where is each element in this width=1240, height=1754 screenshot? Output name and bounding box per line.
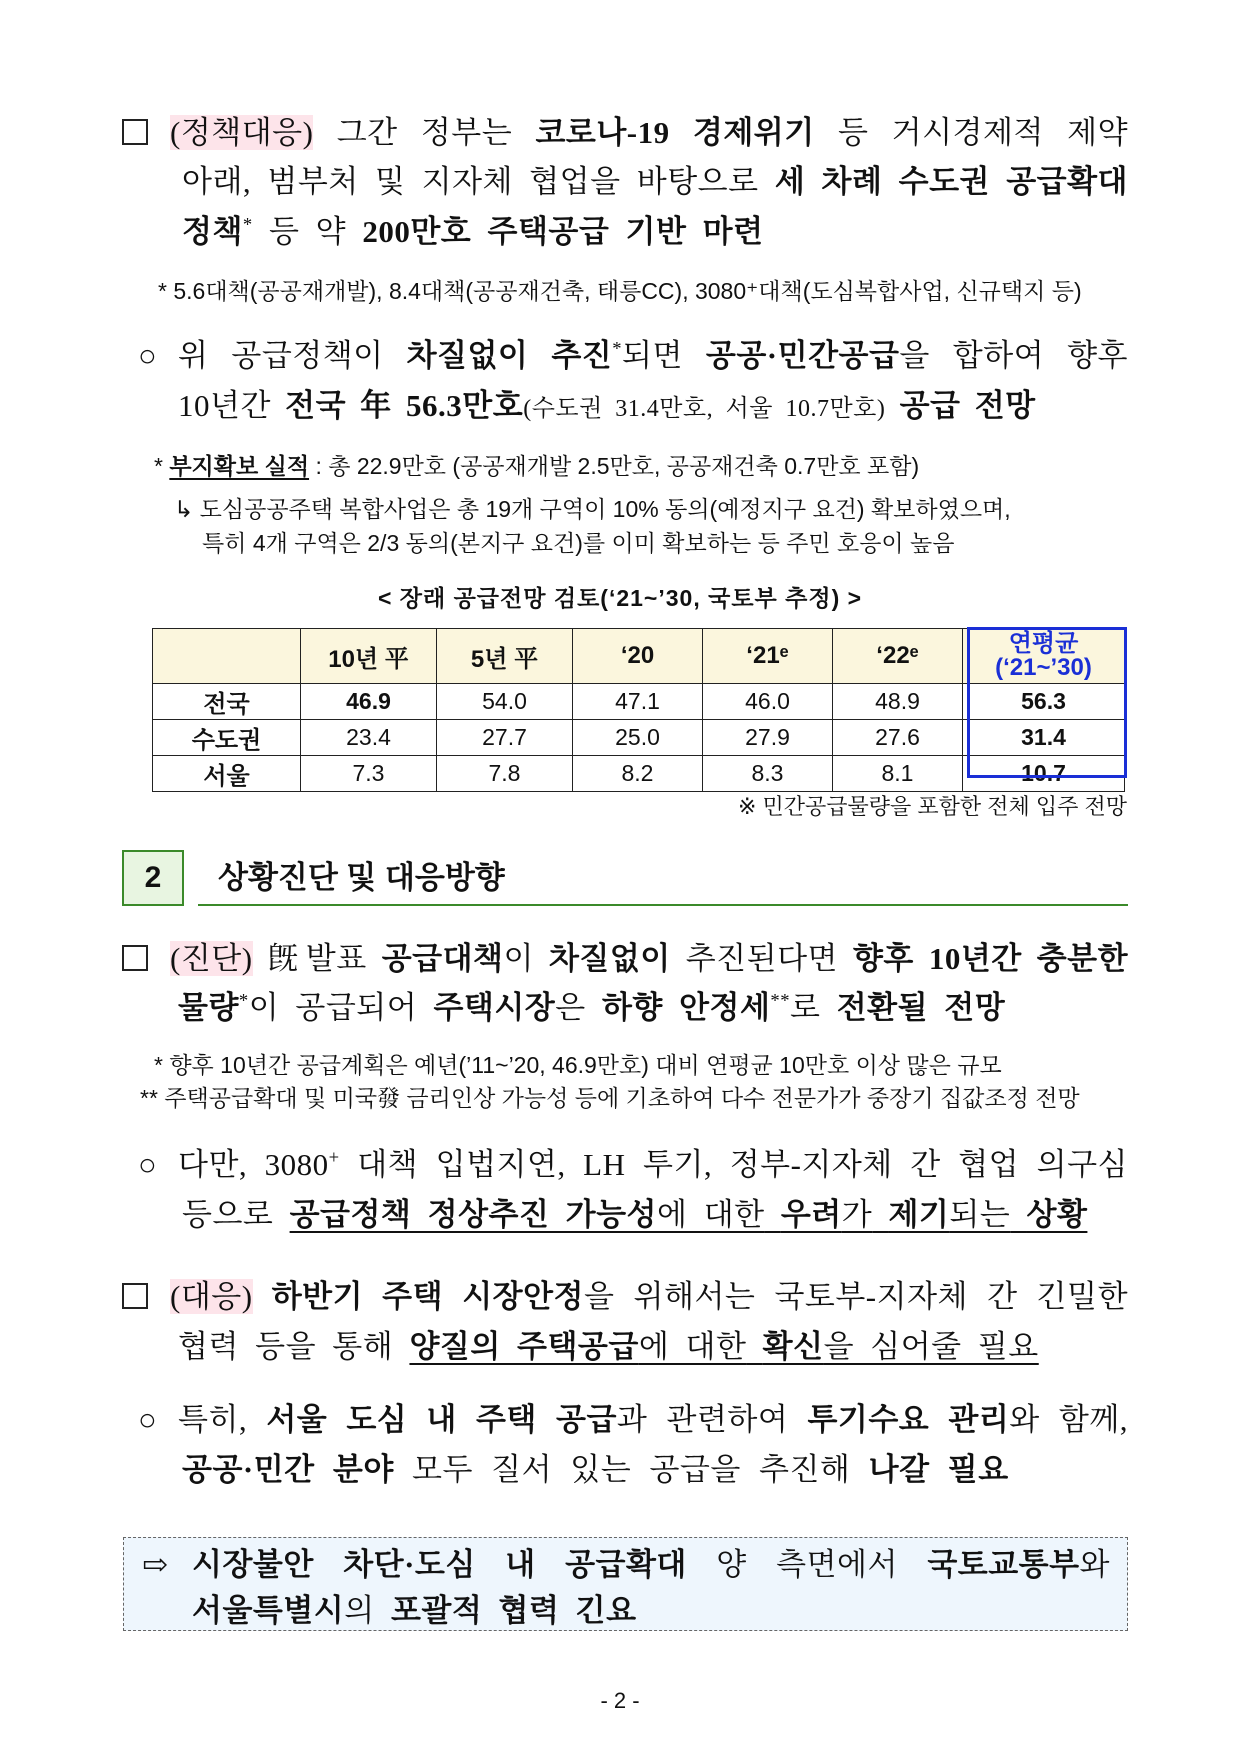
para3-line1 (122, 1277, 1128, 1317)
table-header-sublabel: (‘21~’30) (995, 654, 1092, 681)
callout-emph: 포괄적 협력 긴요 (390, 1593, 637, 1628)
table-header-cell: 5년 平 (437, 629, 573, 684)
callout-text: 양 측면에서 (716, 1547, 898, 1582)
bullet3-text: 와 함께, (1009, 1402, 1129, 1437)
bullet1-line1 (138, 336, 1128, 376)
bullet2-text: 에 대한 (657, 1197, 765, 1232)
table-cell: 31.4 (963, 720, 1125, 756)
para2-line2 (178, 988, 1005, 1028)
callout-line2 (192, 1591, 637, 1631)
para2-text: 이 공급되어 (248, 990, 418, 1025)
bullet2-text: 가 (841, 1197, 873, 1232)
note-label: 부지확보 실적 (169, 453, 310, 479)
table-row-label: 수도권 (153, 720, 301, 756)
bullet2-line2 (182, 1195, 1087, 1235)
para2-text: 추진된다면 (685, 941, 838, 976)
bullet1-emph: 공공·민간공급 (705, 338, 900, 373)
table-header-cell: ‘22ᵉ (833, 629, 963, 684)
callout-line1 (142, 1545, 1110, 1585)
bullet1-note3: 특히 4개 구역은 2/3 동의(본지구 요건)를 이미 확보하는 등 주민 호응이 높음 (202, 530, 955, 556)
table-header-cell (153, 629, 301, 684)
para1-emph: 정책 (182, 214, 243, 249)
para3-emph: 주택 시장안정 (382, 1279, 584, 1314)
table-cell: 27.6 (833, 720, 963, 756)
table-row-label: 전국 (153, 684, 301, 720)
checkbox-square-icon (122, 119, 148, 145)
bullet1-emph: 공급 전망 (899, 388, 1036, 423)
table-row-label: 서울 (153, 756, 301, 792)
supply-table (152, 628, 1125, 792)
para2-emph: 물량 (178, 990, 239, 1025)
bullet3-emph: 나갈 필요 (868, 1452, 1009, 1487)
table-caption: < 장래 공급전망 검토(‘21~’30, 국토부 추정) > (377, 585, 863, 611)
para1-text: 등 약 (268, 214, 347, 249)
bullet-circle-icon: ○ (138, 1402, 158, 1437)
checkbox-square-icon (122, 1283, 148, 1309)
para1-line1 (122, 113, 1128, 153)
para2-note2: ** 주택공급확대 및 미국發 금리인상 가능성 등에 기초하여 다수 전문가가 중장기 집값조정 전망 (140, 1085, 1080, 1111)
para1-emph: 코로나-19 경제위기 (535, 115, 815, 150)
bullet3-text: 특히, (178, 1402, 248, 1437)
callout-emph: 시장불안 차단·도심 내 공급확대 (192, 1547, 687, 1582)
bullet1-note2: ↳ 도심공공주택 복합사업은 총 19개 구역이 10% 동의(예정지구 요건) 확보하였으며, (174, 496, 1011, 522)
table-cell: 27.7 (437, 720, 573, 756)
bullet2-text: 다만, 3080 (178, 1147, 329, 1182)
bullet3-text: 모두 질서 있는 공급을 추진해 (412, 1452, 851, 1487)
para1-emph: 세 차례 수도권 공급확대 (774, 164, 1129, 199)
para2-emph: 전환될 전망 (836, 990, 1006, 1025)
para2-text: 은 (555, 990, 586, 1025)
table-header-label: 연평균 (1008, 630, 1079, 657)
para2-line1 (122, 939, 1128, 979)
para3-line2 (178, 1327, 1039, 1367)
bullet1-text: 10년간 (178, 388, 271, 423)
table-cell: 25.0 (573, 720, 703, 756)
bullet3-emph: 공공·민간 분야 (182, 1452, 394, 1487)
bullet3-line2 (182, 1450, 1009, 1490)
callout-emph: 국토교통부 (927, 1547, 1080, 1582)
table-row (153, 720, 1125, 756)
para1-line3 (182, 212, 764, 252)
table-row (153, 756, 1125, 792)
table-cell: 56.3 (963, 684, 1125, 720)
table-header-cell: ‘20 (573, 629, 703, 684)
para2-emph: 차질없이 (548, 941, 671, 976)
para2-text: 旣발표 (267, 941, 367, 976)
para2-emph: 주택시장 (433, 990, 556, 1025)
conclusion-callout (123, 1537, 1128, 1631)
para2-text: 로 (790, 990, 821, 1025)
bullet2-emph: 상황 (1026, 1197, 1088, 1232)
footnote-mark: * (242, 214, 253, 236)
table-cell: 8.1 (833, 756, 963, 792)
table-cell: 46.9 (301, 684, 437, 720)
bullet1-text: 되면 (622, 338, 683, 373)
table-header-row (153, 629, 1125, 684)
table-header-cell-annual-avg (963, 629, 1125, 684)
bullet2-emph: 제기 (888, 1197, 950, 1232)
section-title: 상황진단 및 대응방향 (218, 860, 505, 895)
para3-text: 에 대한 (638, 1329, 747, 1364)
table-cell: 23.4 (301, 720, 437, 756)
bullet2-line1 (138, 1145, 1128, 1185)
bullet2-emph: 우려 (780, 1197, 842, 1232)
bullet2-emph: 공급정책 정상추진 가능성 (289, 1197, 657, 1232)
checkbox-square-icon (122, 945, 148, 971)
section-divider (198, 904, 1128, 906)
bullet2-text: 되는 (949, 1197, 1011, 1232)
para1-line2 (182, 162, 1128, 202)
para3-text: 을 위해서는 국토부-지자체 간 긴밀한 (583, 1279, 1129, 1314)
bullet1-text: 위 공급정책이 (178, 338, 384, 373)
table-cell: 46.0 (703, 684, 833, 720)
footnote-mark: * (612, 338, 623, 360)
para1-text: 아래, 범부처 및 지자체 협업을 바탕으로 (182, 164, 759, 199)
callout-text: 의 (344, 1593, 375, 1628)
bullet-circle-icon: ○ (138, 338, 158, 373)
bullet3-emph: 투기수요 관리 (807, 1402, 1010, 1437)
para3-text: 협력 등을 통해 (178, 1329, 394, 1364)
bullet2-text: 등으로 (182, 1197, 274, 1232)
para1-note: * 5.6대책(공공재개발), 8.4대책(공공재건축, 태릉CC), 3080⁺대책(도심복합사업, 신규택지 등) (158, 278, 1082, 304)
table-footnote: ※ 민간공급물량을 포함한 전체 입주 전망 (737, 794, 1127, 819)
callout-emph: 서울특별시 (192, 1593, 345, 1628)
bullet3-line1 (138, 1400, 1128, 1440)
table-cell: 48.9 (833, 684, 963, 720)
table-cell: 8.3 (703, 756, 833, 792)
bullet1-note1 (154, 451, 919, 481)
para2-note1: * 향후 10년간 공급계획은 예년(’11~’20, 46.9만호) 대비 연평균 10만호 이상 많은 규모 (154, 1052, 1002, 1078)
para1-tag: (정책대응) (170, 115, 314, 150)
para2-emph: 향후 10년간 충분한 (852, 941, 1129, 976)
section-number: 2 (122, 850, 184, 906)
para3-emph: 양질의 주택공급 (409, 1329, 639, 1364)
callout-text: 와 (1079, 1547, 1110, 1582)
para2-emph: 하향 안정세 (601, 990, 771, 1025)
bullet1-sub: (수도권 31.4만호, 서울 10.7만호) (523, 396, 886, 422)
bullet2-text: 대책 입법지연, LH 투기, 정부-지자체 간 협업 의구심 (357, 1147, 1128, 1182)
table-row (153, 684, 1125, 720)
bullet-circle-icon: ○ (138, 1147, 158, 1182)
page-number: - 2 - (600, 1688, 640, 1713)
bullet1-emph: 차질없이 추진 (406, 338, 613, 373)
table-cell: 47.1 (573, 684, 703, 720)
footnote-mark: * (154, 453, 163, 479)
para2-text: 이 (503, 941, 534, 976)
table-cell: 54.0 (437, 684, 573, 720)
para3-emph: 하반기 (271, 1279, 364, 1314)
table-header-cell: ‘21ᵉ (703, 629, 833, 684)
bullet3-text: 과 관련하여 (616, 1402, 789, 1437)
table-cell: 7.8 (437, 756, 573, 792)
para1-emph: 200만호 주택공급 기반 마련 (362, 214, 764, 249)
table-cell: 8.2 (573, 756, 703, 792)
para2-emph: 공급대책 (381, 941, 504, 976)
para1-text: 등 거시경제적 제약 (837, 115, 1129, 150)
para3-emph: 확신 (762, 1329, 824, 1364)
note-text: : 총 22.9만호 (공공재개발 2.5만호, 공공재건축 0.7만호 포함) (315, 453, 920, 479)
footnote-mark: * (238, 990, 249, 1012)
para1-text: 그간 정부는 (336, 115, 513, 150)
arrow-right-icon: ⇨ (142, 1547, 169, 1582)
table-cell: 27.9 (703, 720, 833, 756)
table-cell: 10.7 (963, 756, 1125, 792)
footnote-mark: ** (770, 990, 791, 1012)
table-cell: 7.3 (301, 756, 437, 792)
bullet1-emph: 전국 年 56.3만호 (285, 388, 524, 423)
para2-tag: (진단) (170, 941, 253, 976)
bullet1-text: 을 합하여 향후 (899, 338, 1128, 373)
bullet1-line2 (178, 386, 1036, 429)
table-header-cell: 10년 平 (301, 629, 437, 684)
para3-tag: (대응) (170, 1279, 253, 1314)
para3-text: 을 심어줄 필요 (823, 1329, 1039, 1364)
bullet3-emph: 서울 도심 내 주택 공급 (266, 1402, 617, 1437)
footnote-mark: + (328, 1147, 340, 1169)
